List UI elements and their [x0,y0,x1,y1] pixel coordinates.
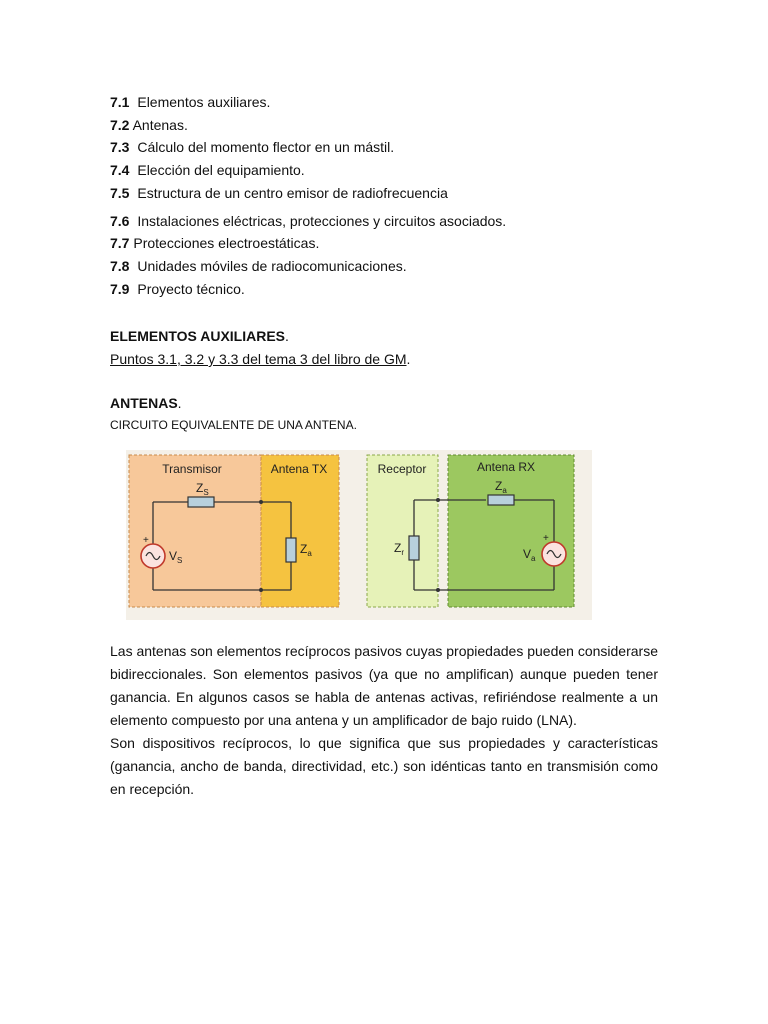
heading-period: . [285,328,289,344]
toc-text: Instalaciones eléctricas, protecciones y circuitos asociados. [137,212,507,229]
zs-label: $Z_S$ [196,481,209,497]
toc-text: Unidades móviles de radiocomunicaciones. [137,257,407,274]
toc-number: 7.5 [110,184,130,201]
transmisor-label: Transmisor [162,462,222,476]
vs-label: $V_S$ [169,549,183,565]
va-label: $V_a$ [523,547,536,563]
toc-text: Antenas. [132,116,188,133]
zr-resistor [409,536,419,560]
toc-number: 7.1 [110,94,130,110]
heading-text: ANTENAS [110,395,178,411]
zr-label: $Z_r$ [394,541,405,557]
toc-item [110,91,506,114]
tx-junction-bottom [259,588,263,592]
book-reference [110,351,410,367]
figure-subheading: CIRCUITO EQUIVALENTE DE UNA ANTENA. [110,418,357,432]
toc-text: Elementos auxiliares. [137,94,271,110]
toc-number: 7.9 [110,280,130,297]
toc-number: 7.2 [110,116,130,133]
antena-tx-block [261,455,339,607]
reference-period: . [406,351,411,367]
toc-item [110,232,506,255]
za-rx-resistor [488,495,514,505]
paragraph: Las antenas son elementos recíprocos pasivos cuyas propiedades pueden considerarse bidireccionales. Son elementos pasivos (ya que no amplifican) aunque pueden tener ganancia. En algunos casos se habla de antenas activas, refiriéndose realmente a un elemento compuesto por una antena y un amplificador de bajo ruido (LNA). [110,643,658,728]
toc-item [110,210,506,233]
toc-item [110,114,506,137]
section-heading-antenas [110,395,182,411]
rx-junction-bottom [436,588,440,592]
za-rx-label: $Z_a$ [495,479,507,495]
body-text [110,640,658,801]
antena-rx-block [448,455,574,607]
antena-rx-label: Antena RX [476,460,536,474]
heading-text: ELEMENTOS AUXILIARES [110,328,286,344]
toc-text: Cálculo del momento flector en un mástil. [137,139,395,156]
antenna-equivalent-circuit-diagram [126,450,592,620]
toc-number: 7.7 [110,235,130,252]
zs-resistor [188,497,214,507]
toc-item [110,255,506,278]
rx-junction-top [436,498,440,502]
toc-item [110,159,506,182]
toc-text: Protecciones electroestáticas. [133,235,320,252]
toc-text: Elección del equipamiento. [137,162,305,179]
paragraph: Son dispositivos recíprocos, lo que significa que sus propiedades y características (ganancia, ancho de banda, directividad, etc.) son idénticas tanto en transmisión como en recepción. [110,735,658,797]
reference-text: Puntos 3.1, 3.2 y 3.3 del tema 3 del libro de GM [110,351,407,367]
section-heading-auxiliares [110,328,289,344]
toc-number: 7.3 [110,139,130,156]
receptor-label: Receptor [377,462,427,476]
vs-plus: + [143,535,149,546]
toc-number: 7.4 [110,162,130,179]
toc-item [110,278,506,301]
toc-text: Proyecto técnico. [137,280,245,297]
va-plus: + [543,533,549,544]
toc-number: 7.6 [110,212,130,229]
heading-period: . [177,395,182,411]
toc-number: 7.8 [110,257,130,274]
transmisor-block [129,455,261,607]
receptor-block [367,455,438,607]
table-of-contents [110,91,506,300]
toc-text: Estructura de un centro emisor de radiofrecuencia [137,184,448,201]
za-tx-label: $Z_a$ [300,542,312,558]
toc-item [110,136,506,159]
antena-tx-label: Antena TX [270,462,328,476]
toc-item [110,182,506,205]
tx-junction-top [259,500,263,504]
za-tx-resistor [286,538,296,562]
